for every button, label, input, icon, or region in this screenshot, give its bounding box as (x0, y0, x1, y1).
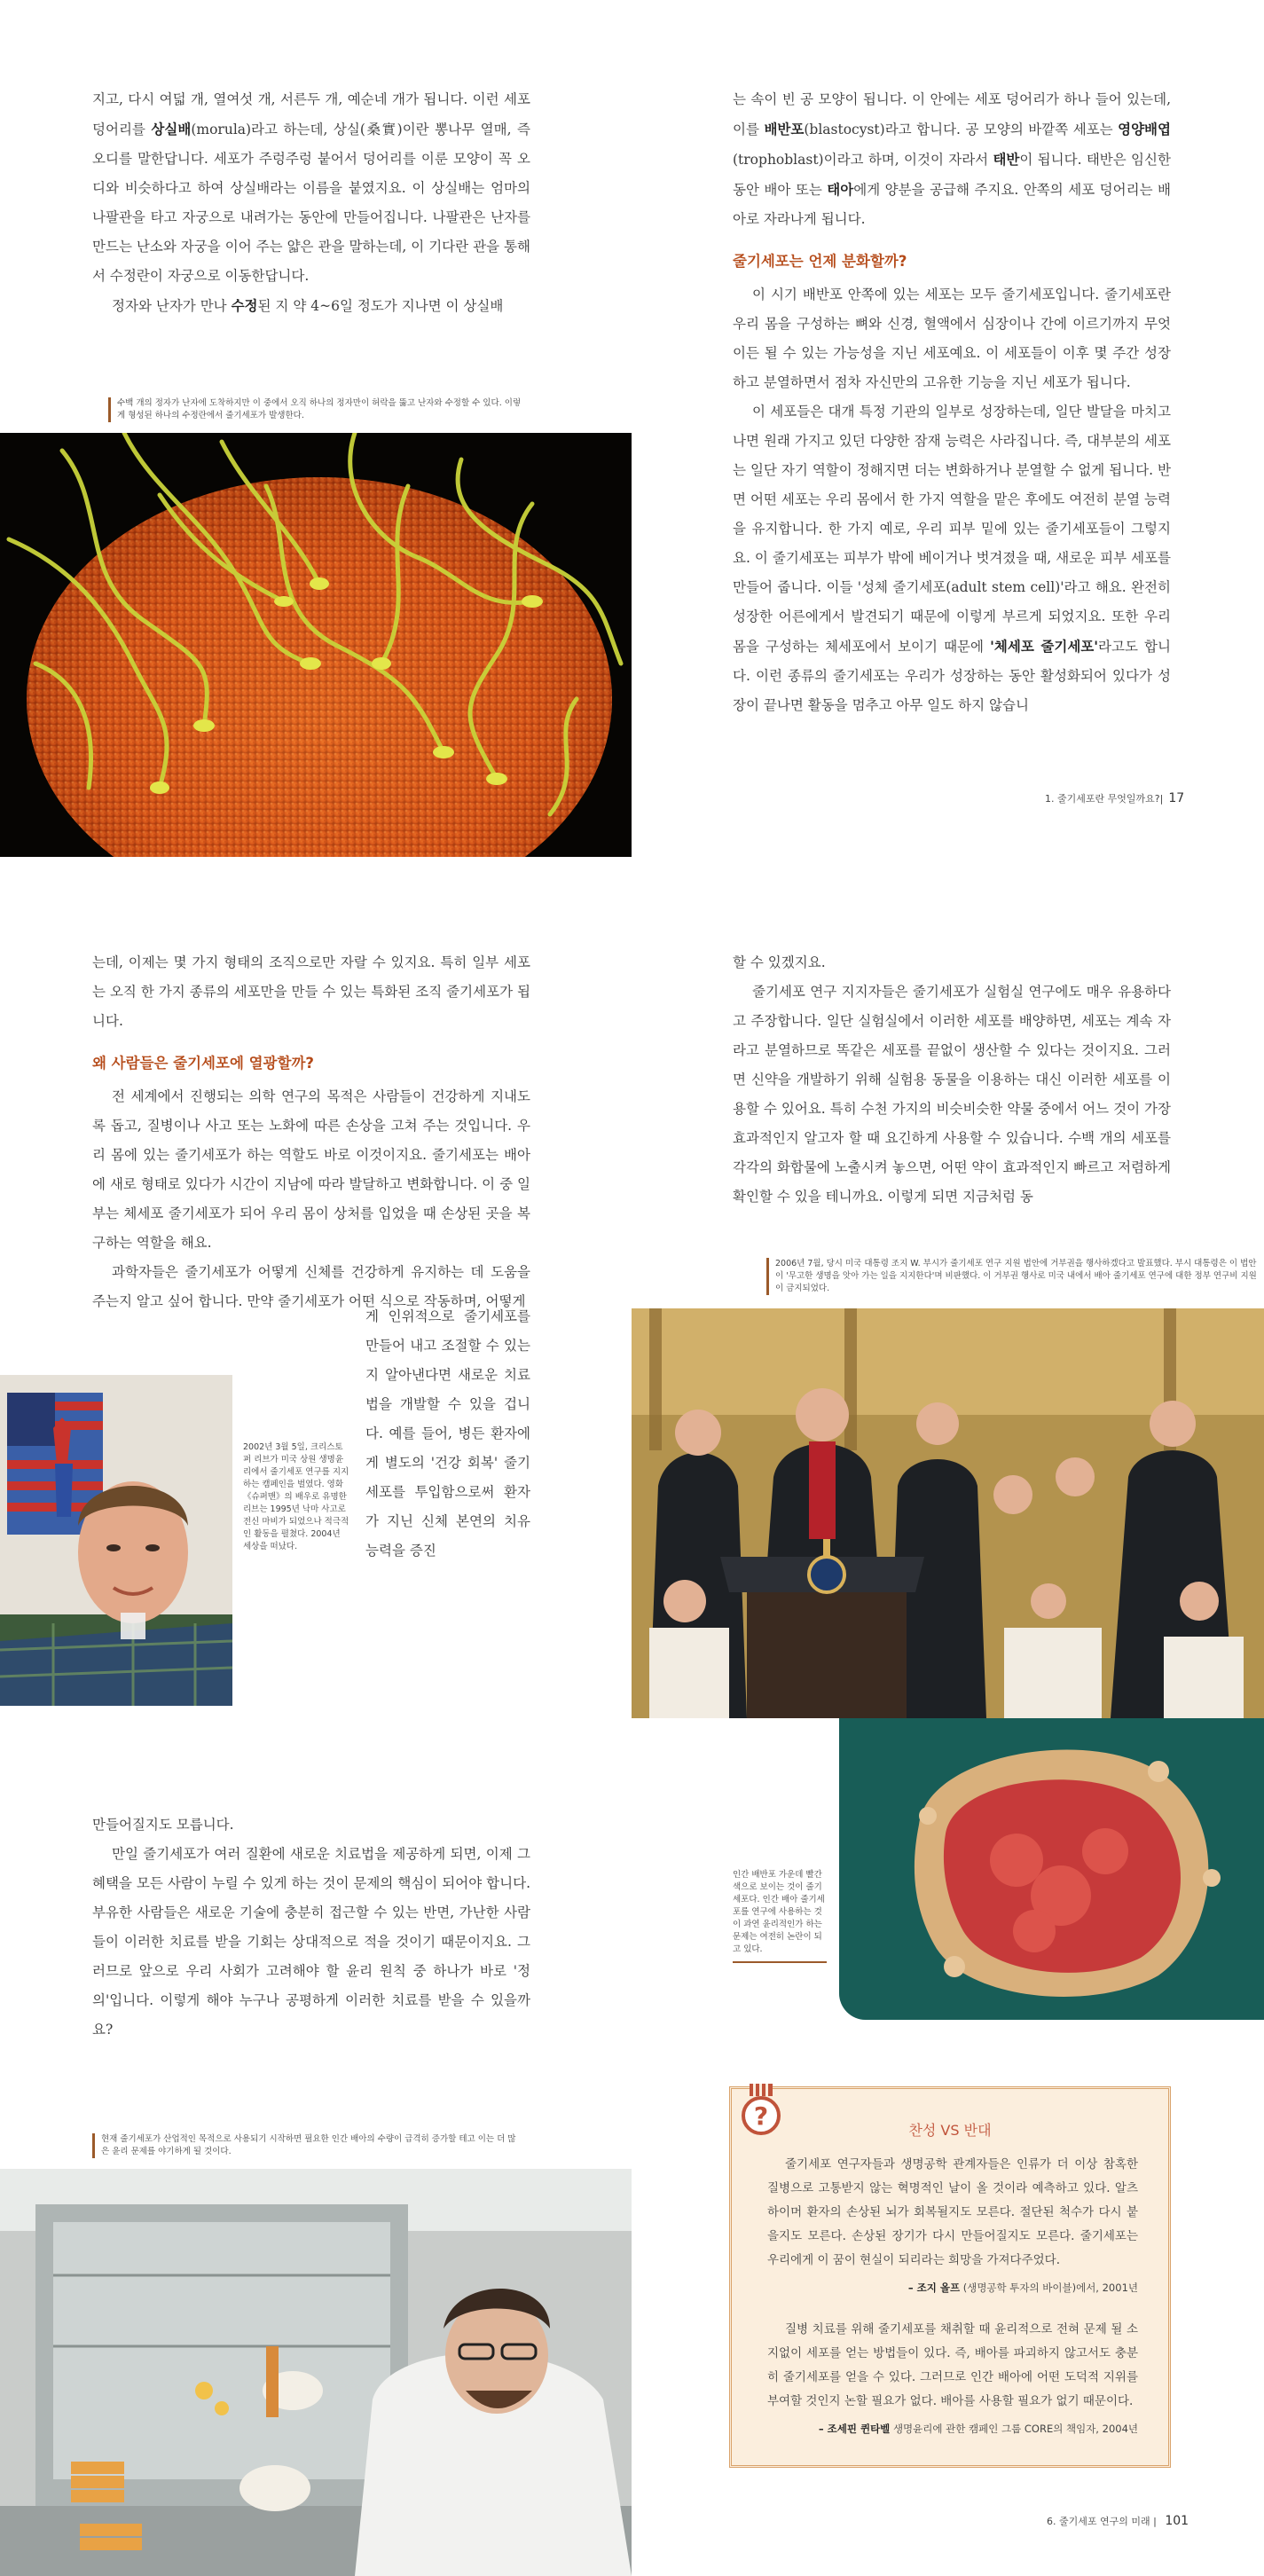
term-fertilization: 수정 (231, 297, 258, 314)
page-number-101: 101 (1165, 2514, 1189, 2528)
page100-paragraph-4b: 만일 줄기세포가 여러 질환에 새로운 치료법을 제공하게 되면, 이제 그 혜택을 모든 사람이 누릴 수 있게 하는 것이 문제의 핵심이 되어야 합니다. 부유한 사람들은 새로운 기술에 충분히 접근할 수 있는 반면, 가난한 사람들이 이러한 치료를 받을 기회는 상대적으로 적을 것이기 때문이지요. 그러므로 앞으로 우리 사회가 고려해야 할 윤리 원칙 중 하나가 바로 '정의'입니다. 이렇게 해야 누구나 공평하게 이러한 치료를 받을 수 있을까요? (92, 1846, 530, 2038)
page100-text-column-bottom (92, 1810, 530, 2045)
page17-paragraph-1: 는 속이 빈 공 모양이 됩니다. 이 안에는 세포 덩어리가 하나 들어 있는데, 이를 배반포(blastocyst)라고 합니다. 공 모양의 바깥쪽 세포는 영양배엽(trophoblast)이라고 하며, 이것이 자라서 태반이 됩니다. 태반은 임신한 동안 배아 또는 태아에게 양분을 공급해 주지요. 안쪽의 세포 덩어리는 배아로 자라나게 됩니다. (733, 91, 1172, 227)
page100-paragraph-3a: 과학자들은 줄기세포가 어떻게 신체를 건강하게 유지하는 데 도움을 주는지 알고 싶어 합니다. 만약 줄기세포가 어떤 식으로 작동하며, 어떻게 (92, 1264, 530, 1309)
term-morula: 상실배 (151, 121, 192, 137)
svg-text:?: ? (753, 2101, 769, 2131)
page100-text-column-top (92, 948, 530, 1316)
page100-paragraph-3b: 게 인위적으로 줄기세포를 만들어 내고 조절할 수 있는지 알아낸다면 새로운 치료법을 개발할 수 있을 겁니다. 예를 들어, 병든 환자에게 별도의 '건강 회복' 줄기세포를 투입함으로써 환자가 지닌 신체 본연의 치유 능력을 증진 (365, 1308, 530, 1559)
blastocyst-micrograph (839, 1718, 1264, 2020)
section-heading-enthusiasm: 왜 사람들은 줄기세포에 열광할까? (92, 1055, 314, 1072)
quote-pro-source: – 조지 올프 (생명공학 투자의 바이블)에서, 2001년 (907, 2281, 1138, 2294)
page100-paragraph-1: 는데, 이제는 몇 가지 형태의 조직으로만 자랄 수 있지요. 특히 일부 세포는 오직 한 가지 종류의 세포만을 만들 수 있는 특화된 조직 줄기세포가 됩니다. (92, 954, 530, 1029)
lab-photo-caption: 현재 줄기세포가 산업적인 목적으로 사용되기 시작하면 필요한 인간 배아의 수량이 급격히 증가할 테고 이는 더 많은 윤리 문제를 야기하게 될 것이다. (92, 2133, 518, 2158)
quote-pro: 줄기세포 연구자들과 생명공학 관계자들은 인류가 더 이상 참혹한 질병으로 고통받지 않는 혁명적인 날이 올 것이라 예측하고 있다. 알츠하이머 환자의 손상된 뇌가 회복될지도 모른다. 절단된 척수가 다시 붙을지도 모른다. 손상된 장기가 다시 만들어질지도 모른다. 줄기세포는 우리에게 이 꿈이 현실이 되리라는 희망을 가져다주었다. (767, 2157, 1138, 2267)
page16-paragraph-1: 지고, 다시 여덟 개, 열여섯 개, 서른두 개, 예순네 개가 됩니다. 이런 세포 덩어리를 상실배(morula)라고 하는데, 상실(桑實)이란 뽕나무 열매, 즉 오디를 말한답니다. 세포가 주렁주렁 붙어서 덩어리를 이룬 모양이 꼭 오디와 비슷하다고 하여 상실배라는 이름을 붙였지요. 이 상실배는 엄마의 나팔관을 타고 자궁으로 내려가는 동안에 만들어집니다. 나팔관은 난자를 만드는 난소와 자궁을 이어 주는 얇은 관을 말하는데, 이 기다란 관을 통해서 수정란이 자궁으로 이동한답니다. (92, 91, 530, 284)
pro-con-body (767, 2153, 1138, 2459)
page101-paragraph-2: 줄기세포 연구 지지자들은 줄기세포가 실험실 연구에도 매우 유용하다고 주장합니다. 일단 실험실에서 이러한 세포를 배양하면, 세포는 계속 자라고 분열하므로 똑같은 세포를 끝없이 생산할 수 있다는 것이지요. 그러면 신약을 개발하기 위해 실험용 동물을 이용하는 대신 이러한 세포를 이용할 수 있어요. 특히 수천 가지의 비슷비슷한 약물 중에서 어느 것이 가장 효과적인지 알고자 할 때 요긴하게 사용할 수 있습니다. 수백 개의 세포를 각각의 화합물에 노출시켜 놓으면, 어떤 약이 효과적인지 빠르고 저렴하게 확인할 수 있을 테니까요. 이렇게 되면 지금처럼 동 (733, 984, 1171, 1205)
lab-image (0, 2169, 632, 2576)
page100-paragraph-2: 전 세계에서 진행되는 의학 연구의 목적은 사람들이 건강하게 지내도록 돕고, 질병이나 사고 또는 노화에 따른 손상을 고쳐 주는 것입니다. 우리 몸에 있는 줄기세포가 하는 역할도 바로 이것이지요. 줄기세포는 배아에 새로 형태로 있다가 시간이 지남에 따라 발달하고 변화합니다. 이 중 일부는 체세포 줄기세포가 되어 우리 몸이 상처를 입었을 때 손상된 곳을 복구하는 역할을 해요. (92, 1088, 530, 1251)
section-heading-differentiation: 줄기세포는 언제 분화할까? (733, 253, 907, 270)
page-number-17: 17 (1168, 791, 1185, 805)
pro-con-box (729, 2086, 1171, 2468)
blastocyst-image (839, 1718, 1264, 2020)
page100-paragraph-4a: 만들어질지도 모릅니다. (92, 1817, 234, 1833)
pro-con-title: 찬성 VS 반대 (908, 2122, 992, 2139)
bush-press-event-photo (632, 1308, 1264, 1718)
page16-paragraph-2: 정자와 난자가 만나 수정된 지 약 4~6일 정도가 지나면 이 상실배 (112, 297, 504, 314)
reeve-image (0, 1375, 232, 1706)
sperm-egg-image (0, 433, 632, 857)
page17-paragraph-2: 이 시기 배반포 안쪽에 있는 세포는 모두 줄기세포입니다. 줄기세포란 우리 몸을 구성하는 뼈와 신경, 혈액에서 심장이나 간에 이르기까지 무엇이든 될 수 있는 가능성을 지닌 세포예요. 이 세포들이 이후 몇 주간 성장하고 분열하면서 점차 자신만의 고유한 기능을 지닌 세포가 됩니다. (733, 287, 1171, 390)
page17-paragraph-3: 이 세포들은 대개 특정 기관의 일부로 성장하는데, 일단 발달을 마치고 나면 원래 가지고 있던 다양한 잠재 능력은 사라집니다. 즉, 대부분의 세포는 일단 자기 역할이 정해지면 더는 변화하거나 분열할 수 없게 됩니다. 반면 어떤 세포는 우리 몸에서 한 가지 역할을 맡은 후에도 여전히 분열 능력을 유지합니다. 한 가지 예로, 우리 피부 밑에 있는 줄기세포들이 그렇지요. 이 줄기세포는 피부가 밖에 베이거나 벗겨졌을 때, 새로운 피부 세포를 만들어 줍니다. 이들 '성체 줄기세포(adult stem cell)'라고 해요. 완전히 성장한 어른에게서 발견되기 때문에 이렇게 부르게 되었지요. 또한 우리 몸을 구성하는 체세포에서 보이기 때문에 '체세포 줄기세포'라고도 합니다. 이런 종류의 줄기세포는 우리가 성장하는 동안 활성화되어 있다가 성장이 끝나면 활동을 멈추고 아무 일도 하지 않습니 (733, 404, 1171, 713)
page17-text-column (733, 85, 1171, 720)
reeve-photo-caption: 2002년 3월 5일, 크리스토퍼 리브가 미국 상원 생명윤리에서 줄기세포 연구를 지지하는 캠페인을 벌였다. 영화 《슈퍼맨》의 배우로 유명한 리브는 1995년 낙마 사고로 전신 마비가 되었으나 적극적인 활동을 펼쳤다. 2004년 세상을 떠났다. (243, 1442, 349, 1551)
spread-page-16-17 (0, 0, 1264, 878)
page101-paragraph-1: 할 수 있겠지요. (733, 954, 826, 970)
quote-con: 질병 치료를 위해 줄기세포를 채취할 때 윤리적으로 전혀 문제 될 소지없이 세포를 얻는 방법들이 있다. 즉, 배아를 파괴하지 않고서도 충분히 줄기세포를 얻을 수 있다. 그러므로 인간 배아에 어떤 도덕적 지위를 부여할 것인지 논할 필요가 없다. 배아를 사용할 필요가 없기 때문이다. (767, 2322, 1138, 2408)
fertilization-photo-caption: 수백 개의 정자가 난자에 도착하지만 이 중에서 오직 하나의 정자만이 허락을 뚫고 난자와 수정할 수 있다. 이렇게 형성된 하나의 수정란에서 줄기세포가 발생한다. (108, 397, 525, 422)
bush-photo-caption: 2006년 7월, 당시 미국 대통령 조지 W. 부시가 줄기세포 연구 지원 법안에 거부권을 행사하겠다고 발표했다. 부시 대통령은 이 법안이 '무고한 생명을 앗아 가는 일을 지지한다'며 비판했다. 이 거부권 행사로 미국 내에서 배아 줄기세포 연구에 대한 정부 연구비 지원이 금지되었다. (766, 1258, 1260, 1295)
page100-text-column-narrow (365, 1302, 530, 1566)
blastocyst-photo-caption: 인간 배반포 가운데 빨간색으로 보이는 것이 줄기세포다. 인간 배아 줄기세포를 연구에 사용하는 것이 과연 윤리적인가 하는 문제는 여전히 논란이 되고 있다. (733, 1869, 827, 1963)
spread-page-100-101 (0, 918, 1264, 2576)
quote-con-source: – 조세핀 퀸타벨 생명윤리에 관한 캠페인 그룹 CORE의 책임자, 2004년 (818, 2423, 1138, 2435)
christopher-reeve-photo (0, 1375, 232, 1706)
page101-footer: 6. 줄기세포 연구의 미래 | 101 (1047, 2514, 1189, 2528)
page17-footer: 1. 줄기세포란 무엇일까요?| 17 (1045, 791, 1185, 805)
sperm-egg-micrograph (0, 433, 632, 857)
laboratory-photo (0, 2169, 632, 2576)
page101-text-column (733, 948, 1171, 1212)
page16-text-column (92, 85, 530, 321)
bush-image (632, 1308, 1264, 1718)
